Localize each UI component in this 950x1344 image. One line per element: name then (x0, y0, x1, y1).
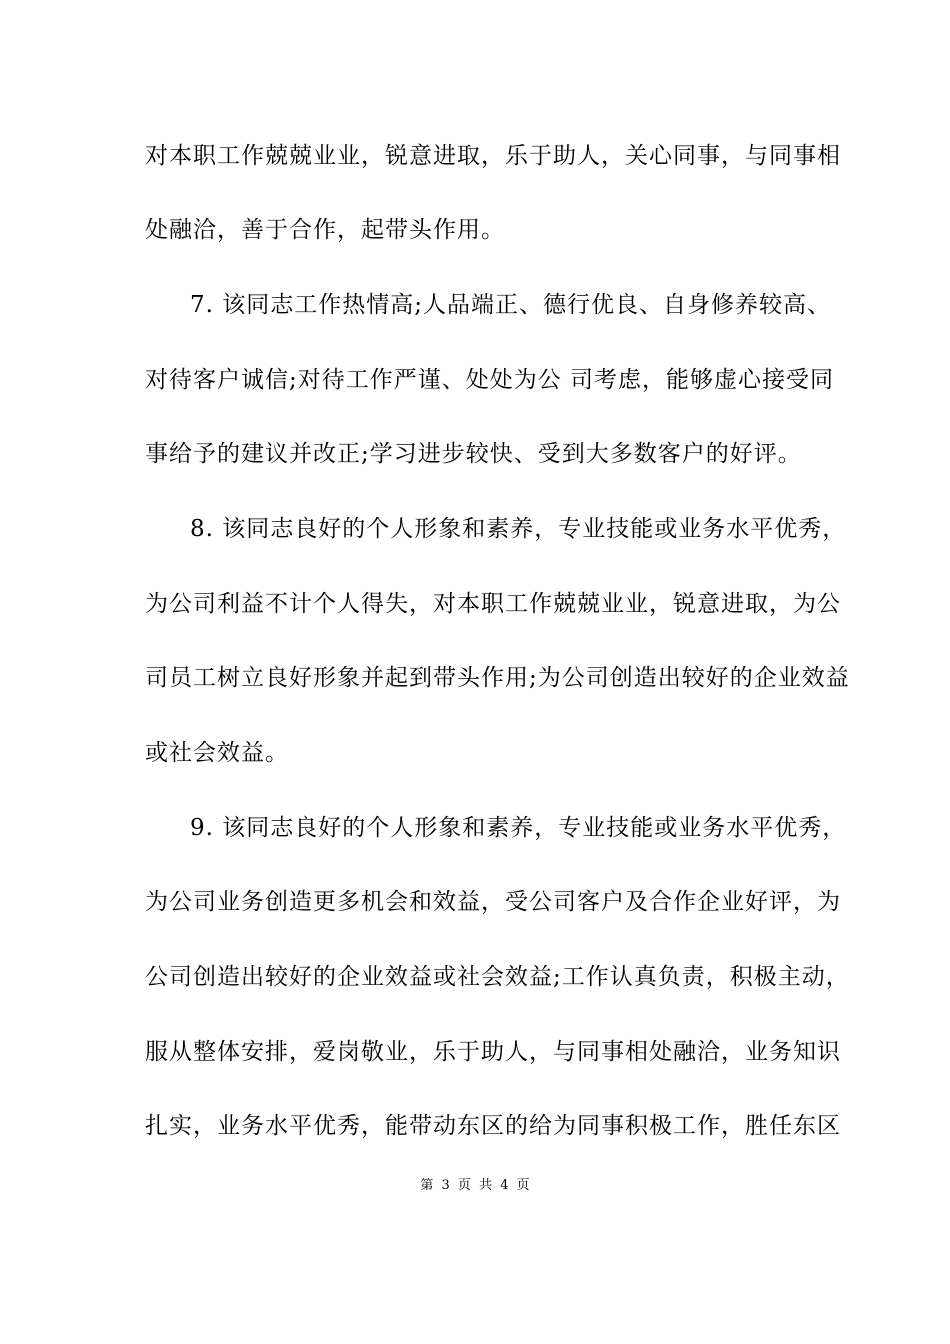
list-item-8: 8. 该同志良好的个人形象和素养，专业技能或业务水平优秀， (190, 516, 847, 542)
text-line: 对待客户诚信;对待工作严谨、处处为公 司考虑，能够虚心接受同 (145, 367, 835, 393)
page-footer (0, 1178, 950, 1194)
list-item-9: 9. 该同志良好的个人形象和素养，专业技能或业务水平优秀， (190, 815, 847, 841)
footer-page-word: 页 (457, 1178, 471, 1193)
text-line: 事给予的建议并改正;学习进步较快、受到大多数客户的好评。 (145, 441, 802, 467)
total-pages-number: 4 (500, 1178, 509, 1193)
current-page-number: 3 (441, 1178, 450, 1193)
text-line: 司员工树立良好形象并起到带头作用;为公司创造出较好的企业效益 (145, 665, 850, 691)
footer-suffix: 页 (516, 1178, 530, 1193)
text-line: 公司创造出较好的企业效益或社会效益;工作认真负责，积极主动， (145, 964, 850, 990)
footer-total-word: 共 (479, 1178, 493, 1193)
text-line: 为公司利益不计个人得失，对本职工作兢兢业业，锐意进取，为公 (145, 591, 841, 617)
text-line: 处融洽，善于合作，起带头作用。 (145, 217, 505, 243)
text-line: 服从整体安排，爱岗敬业，乐于助人，与同事相处融洽，业务知识 (145, 1039, 841, 1065)
list-item-7: 7. 该同志工作热情高;人品端正、德行优良、自身修养较高、 (190, 292, 832, 318)
text-line: 为公司业务创造更多机会和效益，受公司客户及合作企业好评，为 (145, 889, 841, 915)
text-line: 扎实，业务水平优秀，能带动东区的给为同事积极工作，胜任东区 (145, 1113, 841, 1139)
text-line: 对本职工作兢兢业业，锐意进取，乐于助人，关心同事，与同事相 (145, 143, 841, 169)
text-line: 或社会效益。 (145, 740, 289, 766)
footer-prefix: 第 (420, 1178, 434, 1193)
